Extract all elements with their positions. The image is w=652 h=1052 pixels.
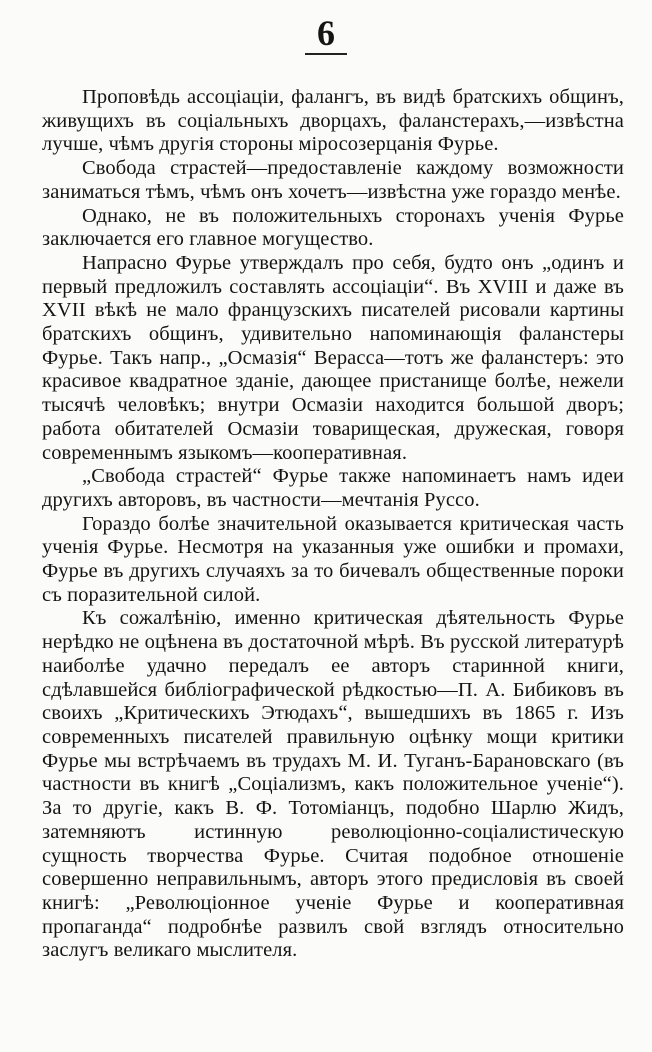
paragraph-2: Свобода страстей—предоставленіе каждому возможности заниматься тѣмъ, чѣмъ онъ хочетъ—извѣстна уже гораздо менѣе.: [42, 157, 624, 203]
body-text: [42, 86, 624, 963]
paragraph-5: „Свобода страстей“ Фурье также напоминаетъ намъ идеи другихъ авторовъ, въ частности—мечтанія Руссо.: [42, 465, 624, 511]
page-number: [0, 8, 652, 58]
page-number-text: 6: [305, 13, 347, 55]
paragraph-1: Проповѣдь ассоціаціи, фалангъ, въ видѣ братскихъ общинъ, живущихъ въ соціальныхъ дворцахъ, фаланстерахъ,—извѣстна лучше, чѣмъ другія стороны міросозерцанія Фурье.: [42, 86, 624, 156]
paragraph-6: Гораздо болѣе значительной оказывается критическая часть ученія Фурье. Несмотря на указанныя уже ошибки и промахи, Фурье въ другихъ случаяхъ за то бичевалъ общественные пороки съ поразительной силой.: [42, 512, 624, 606]
paragraph-7: Къ сожалѣнію, именно критическая дѣятельность Фурье нерѣдко не оцѣнена въ достаточной мѣрѣ. Въ русской литературѣ наиболѣе удачно передалъ ее авторъ старинной книги, сдѣлавшейся библіографической рѣдкостью—П. А. Бибиковъ въ своихъ „Критическихъ Этюдахъ“, вышедшихъ въ 1865 г. Изъ современныхъ писателей правильную оцѣнку мощи критики Фурье мы встрѣчаемъ въ трудахъ М. И. Туганъ-Барановскаго (въ частности въ книгѣ „Соціализмъ, какъ положительное ученіе“). За то другіе, какъ В. Ф. Тотоміанцъ, подобно Шарлю Жидъ, затемняютъ истинную революціонно-соціалистическую сущность творчества Фурье. Считая подобное отношеніе совершенно неправильнымъ, авторъ этого предисловія въ своей книгѣ: „Революціонное ученіе Фурье и кооперативная пропаганда“ подробнѣе развилъ свой взглядъ относительно заслугъ великаго мыслителя.: [42, 607, 624, 962]
paragraph-4: Напрасно Фурье утверждалъ про себя, будто онъ „одинъ и первый предложилъ составлять ассоціаціи“. Въ XVIII и даже въ XVII вѣкѣ не мало французскихъ писателей рисовали картины братскихъ общинъ, удивительно напоминающія фаланстеры Фурье. Такъ напр., „Осмазія“ Верасса—тотъ же фаланстеръ: это красивое квадратное зданіе, дающее пристанище болѣе, нежели тысячѣ человѣкъ; внутри Осмазіи находится большой дворъ; работа обитателей Осмазіи товарищеская, дружеская, говоря современнымъ языкомъ—кооперативная.: [42, 251, 624, 464]
paragraph-3: Однако, не въ положительныхъ сторонахъ ученія Фурье заключается его главное могущество.: [42, 204, 624, 251]
